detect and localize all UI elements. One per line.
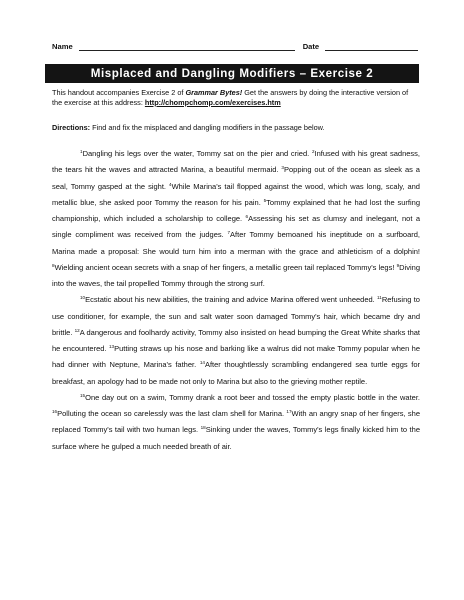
directions-text: Find and fix the misplaced and dangling modifiers in the passage below. [90,123,325,132]
title-banner [45,64,419,83]
sentence: Dangling his legs over the water, Tommy sat on the pier and cried. [82,149,312,158]
paragraph [52,390,420,455]
sentence-number: 7 [227,230,231,236]
sentence-number: 13 [108,344,115,349]
sentence: A dangerous and foolhardy activity, Tommy also insisted on head bumping the Great White sharks that he encountered. [52,327,420,353]
sentence: Infused with his great sadness, the tears hit the waves and attracted Marina, a beautiful mermaid. [52,149,420,175]
sentence-number: 18 [200,425,206,431]
intro-part-1: This handout accompanies Exercise 2 of [52,88,186,97]
directions [52,123,420,133]
intro-text [52,88,420,108]
sentence: Polluting the ocean so carelessly was the last clam shell for Marina. [57,409,287,418]
sentence: After thoughtlessly scrambling endangered sea turtle eggs for breakfast, an apology had to be made not only to Marina but also to the grieving mother reptile. [52,360,420,386]
paragraph [52,146,420,292]
sentence-number: 9 [396,262,400,268]
passage [52,146,420,455]
sentence: Refusing to use conditioner, for example, the sun and salt water soon damaged Tommy's hair, which became dry and brittle. [52,295,420,337]
exercise-link[interactable]: http://chompchomp.com/exercises.htm [144,98,281,107]
sentence: Putting straws up his nose and barking like a walrus did not make Tommy popular when he had dinner with Neptune, Marina's father. [52,344,421,370]
sentence-number: 10 [80,295,86,301]
paragraph [52,292,420,390]
sentence-number: 14 [199,360,205,366]
name-field[interactable] [79,42,295,51]
sentence-number: 1 [80,149,83,154]
sentence: Popping out of the ocean as sleek as a seal, Tommy gasped at the sight. [52,165,420,191]
sentence-number: 12 [74,327,80,333]
sentence: Sinking under the waves, Tommy's legs finally kicked him to the surface where he gulped a much needed breath of air. [52,425,420,451]
sentence-number: 11 [377,295,382,301]
sentence: After Tommy bemoaned his ineptitude on a surfboard, Marina made a proposal: She would turn him into a merman with the grace and athleticism of a dolphin! [52,230,420,256]
sentence: Wielding ancient ocean secrets with a snap of her fingers, a metallic green tail replaced Tommy's legs! [54,262,397,272]
sentence-number: 16 [52,409,58,414]
sentence-number: 17 [286,409,292,414]
sentence: Ecstatic about his new abilities, the training and advice Marina offered went unheeded. [85,295,378,305]
sentence: One day out on a swim, Tommy drank a root beer and tossed the empty plastic bottle in the water. [85,392,420,402]
sentence: While Marina's tail flopped against the wood, which was long, scaly, and metallic blue, she asked poor Tommy the reason for his pain. [52,181,420,207]
sentence: Diving into the waves, the tail propelled Tommy through the strong surf. [52,262,420,288]
sentence-number: 5 [263,197,267,203]
sentence-number: 8 [52,262,55,268]
directions-label: Directions: [52,123,91,132]
name-date-row [52,42,418,51]
page-title: Misplaced and Dangling Modifiers – Exercise 2 [90,67,374,80]
date-field[interactable] [325,42,418,51]
sentence-number: 6 [245,214,249,219]
date-label: Date [302,42,320,51]
sentence-number: 3 [281,165,284,171]
brand-name: Grammar Bytes! [185,88,243,97]
sentence: Assessing his set as clumsy and inelegant, not a single compliment was received from the judges. [52,214,420,240]
name-label: Name [52,42,73,51]
sentence-number: 2 [311,149,315,154]
intro-part-2: Get the answers by doing the interactive version of the exercise at this address: [52,88,409,107]
sentence-number: 4 [169,181,172,187]
sentence-number: 15 [80,392,86,398]
sentence: With an angry snap of her fingers, she replaced Tommy's tail with two human legs. [52,409,420,435]
sentence: Tommy explained that he had lost the surfing championship, which included a scholarship to college. [52,197,420,223]
